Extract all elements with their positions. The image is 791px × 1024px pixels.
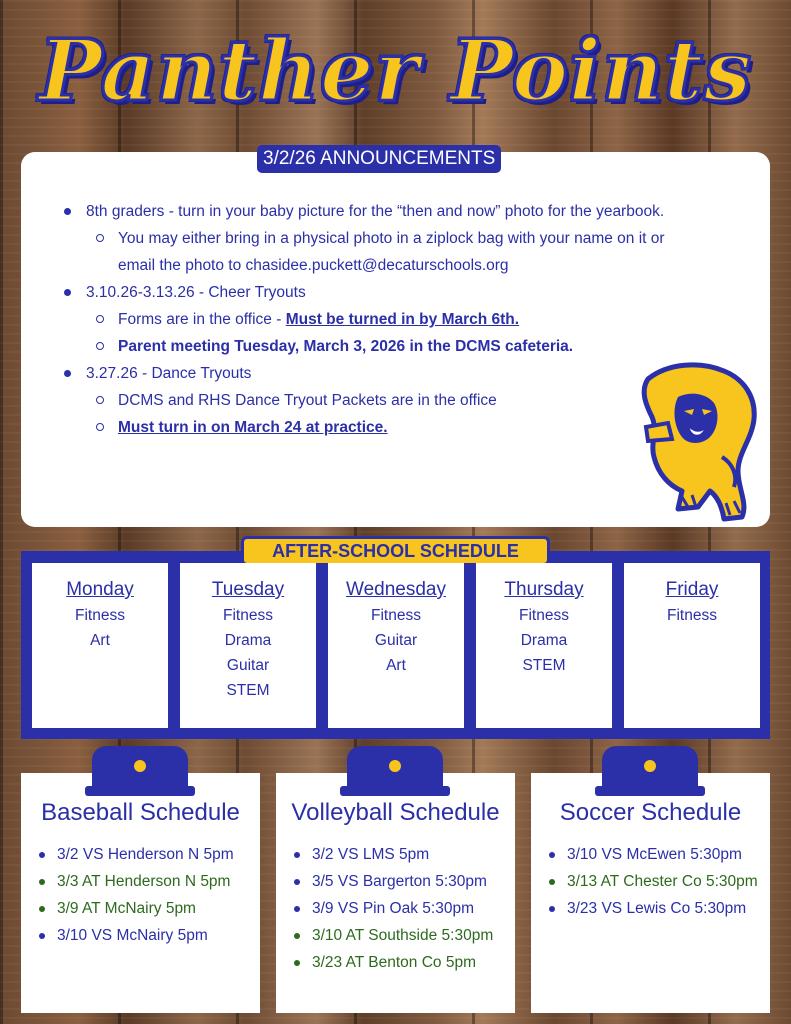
announcement-subitem (62, 306, 702, 333)
day-name: Tuesday (211, 579, 285, 600)
day-name: Friday (665, 579, 719, 600)
game-item: 3/23 VS Lewis Co 5:30pm (553, 895, 758, 922)
announcement-subitem-line: You may either bring in a physical photo in a ziplock bag with your name on it or (118, 230, 665, 247)
day-column-tuesday (180, 563, 316, 728)
after-school-heading: AFTER-SCHOOL SCHEDULE (241, 536, 550, 566)
game-item: 3/10 VS McNairy 5pm (43, 922, 234, 949)
soccer-card (531, 773, 770, 1013)
announcement-deadline: Must be turned in by March 6th. (285, 311, 520, 328)
announcement-item: 3.10.26-3.13.26 - Cheer Tryouts (62, 279, 702, 306)
activity: Fitness (371, 607, 421, 624)
day-column-wednesday (328, 563, 464, 728)
activity: Fitness (519, 607, 569, 624)
baseball-card (21, 773, 260, 1013)
panther-mascot-icon (638, 357, 762, 523)
day-column-friday (624, 563, 760, 728)
volleyball-title: Volleyball Schedule (291, 799, 500, 826)
page-title: Panther Points (38, 21, 753, 120)
game-item: 3/5 VS Bargerton 5:30pm (298, 868, 493, 895)
game-item: 3/3 AT Henderson N 5pm (43, 868, 234, 895)
clipboard-clip-base (595, 786, 705, 796)
volleyball-card (276, 773, 515, 1013)
activity: STEM (226, 682, 270, 699)
clipboard-clip-base (85, 786, 195, 796)
day-name: Wednesday (346, 579, 446, 600)
announcement-subitem: DCMS and RHS Dance Tryout Packets are in the office (62, 387, 702, 414)
game-item: 3/9 AT McNairy 5pm (43, 895, 234, 922)
soccer-games (553, 841, 758, 922)
game-item: 3/23 AT Benton Co 5pm (298, 949, 493, 976)
volleyball-games (298, 841, 493, 976)
announcements-list (62, 198, 702, 441)
game-item: 3/10 AT Southside 5:30pm (298, 922, 493, 949)
day-name: Thursday (504, 579, 584, 600)
activity: Art (90, 632, 110, 649)
game-item: 3/2 VS LMS 5pm (298, 841, 493, 868)
game-item: 3/13 AT Chester Co 5:30pm (553, 868, 758, 895)
game-item: 3/9 VS Pin Oak 5:30pm (298, 895, 493, 922)
activity: Fitness (223, 607, 273, 624)
day-name: Monday (66, 579, 134, 600)
activity: Art (386, 657, 406, 674)
announcement-subitem-text: Forms are in the office - (118, 311, 286, 328)
baseball-title: Baseball Schedule (41, 799, 240, 826)
activity: Guitar (374, 632, 418, 649)
announcement-subitem (62, 225, 702, 279)
baseball-games (43, 841, 234, 949)
activity: Fitness (667, 607, 717, 624)
announcements-heading: 3/2/26 ANNOUNCEMENTS (257, 145, 501, 173)
soccer-title: Soccer Schedule (559, 799, 742, 826)
activity: Fitness (75, 607, 125, 624)
clipboard-clip-base (340, 786, 450, 796)
activity: STEM (522, 657, 566, 674)
game-item: 3/2 VS Henderson N 5pm (43, 841, 234, 868)
activity: Drama (224, 632, 272, 649)
day-column-thursday (476, 563, 612, 728)
day-column-monday (32, 563, 168, 728)
announcement-subitem: Parent meeting Tuesday, March 3, 2026 in the DCMS cafeteria. (62, 333, 702, 360)
activity: Drama (520, 632, 568, 649)
activity: Guitar (226, 657, 270, 674)
announcement-subitem: Must turn in on March 24 at practice. (62, 414, 702, 441)
announcement-email: email the photo to chasidee.puckett@decaturschools.org (118, 257, 509, 274)
announcement-item: 3.27.26 - Dance Tryouts (62, 360, 702, 387)
announcement-item: 8th graders - turn in your baby picture for the “then and now” photo for the yearbook. (62, 198, 702, 225)
game-item: 3/10 VS McEwen 5:30pm (553, 841, 758, 868)
